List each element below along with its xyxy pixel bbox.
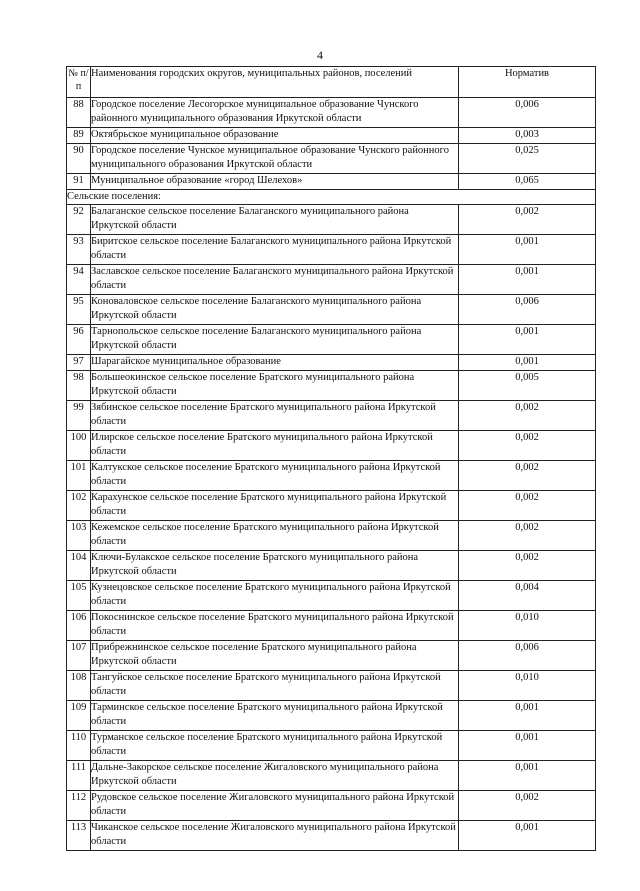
table-row — [67, 671, 596, 701]
row-name: Покоснинское сельское поселение Братского муниципального района Иркутской области — [91, 611, 459, 641]
row-norm-value: 0,002 — [459, 431, 596, 461]
row-norm-value: 0,006 — [459, 295, 596, 325]
row-number: 102 — [67, 491, 91, 521]
row-name: Коноваловское сельское поселение Балаганского муниципального района Иркутской области — [91, 295, 459, 325]
row-number: 112 — [67, 791, 91, 821]
row-number: 88 — [67, 98, 91, 128]
table-row — [67, 791, 596, 821]
row-number: 107 — [67, 641, 91, 671]
row-name: Большеокинское сельское поселение Братского муниципального района Иркутской области — [91, 371, 459, 401]
table-row — [67, 551, 596, 581]
table-row — [67, 265, 596, 295]
row-name: Дальне-Закорское сельское поселение Жигаловского муниципального района Иркутской области — [91, 761, 459, 791]
row-norm-value: 0,005 — [459, 371, 596, 401]
norms-table — [66, 66, 596, 851]
row-norm-value: 0,002 — [459, 521, 596, 551]
row-name: Городское поселение Лесогорское муниципальное образование Чунского районного муниципального образования Иркутской области — [91, 98, 459, 128]
column-header-name: Наименования городских округов, муниципальных районов, поселений — [91, 67, 459, 98]
row-norm-value: 0,025 — [459, 144, 596, 174]
row-norm-value: 0,001 — [459, 355, 596, 371]
row-number: 90 — [67, 144, 91, 174]
row-name: Зябинское сельское поселение Братского муниципального района Иркутской области — [91, 401, 459, 431]
section-label-rural: Сельские поселения: — [67, 190, 596, 205]
table-row — [67, 371, 596, 401]
table-row — [67, 731, 596, 761]
table-row — [67, 98, 596, 128]
table-row — [67, 295, 596, 325]
row-name: Октябрьское муниципальное образование — [91, 128, 459, 144]
row-name: Кузнецовское сельское поселение Братского муниципального района Иркутской области — [91, 581, 459, 611]
table-row — [67, 611, 596, 641]
table-row — [67, 401, 596, 431]
table-row — [67, 128, 596, 144]
row-norm-value: 0,004 — [459, 581, 596, 611]
row-norm-value: 0,001 — [459, 325, 596, 355]
row-name: Городское поселение Чунское муниципальное образование Чунского районного муниципального образования Иркутской области — [91, 144, 459, 174]
table-row — [67, 174, 596, 190]
table-header — [67, 67, 596, 98]
row-number: 108 — [67, 671, 91, 701]
row-norm-value: 0,001 — [459, 731, 596, 761]
row-name: Прибрежнинское сельское поселение Братского муниципального района Иркутской области — [91, 641, 459, 671]
row-number: 101 — [67, 461, 91, 491]
row-number: 98 — [67, 371, 91, 401]
table-row — [67, 581, 596, 611]
row-norm-value: 0,006 — [459, 98, 596, 128]
table-row — [67, 431, 596, 461]
row-number: 106 — [67, 611, 91, 641]
row-norm-value: 0,010 — [459, 671, 596, 701]
row-name: Балаганское сельское поселение Балаганского муниципального района Иркутской области — [91, 205, 459, 235]
row-norm-value: 0,003 — [459, 128, 596, 144]
row-name: Муниципальное образование «город Шелехов» — [91, 174, 459, 190]
row-norm-value: 0,002 — [459, 401, 596, 431]
table-row — [67, 205, 596, 235]
row-number: 95 — [67, 295, 91, 325]
page-number: 4 — [317, 48, 323, 62]
row-number: 99 — [67, 401, 91, 431]
row-norm-value: 0,001 — [459, 761, 596, 791]
column-header-number: № п/п — [67, 67, 91, 98]
row-name: Илирское сельское поселение Братского муниципального района Иркутской области — [91, 431, 459, 461]
row-norm-value: 0,002 — [459, 205, 596, 235]
row-number: 113 — [67, 821, 91, 851]
table-row — [67, 461, 596, 491]
row-norm-value: 0,065 — [459, 174, 596, 190]
table-body-urban — [67, 98, 596, 190]
row-name: Рудовское сельское поселение Жигаловского муниципального района Иркутской области — [91, 791, 459, 821]
table-row — [67, 761, 596, 791]
row-norm-value: 0,001 — [459, 235, 596, 265]
row-name: Заславское сельское поселение Балаганского муниципального района Иркутской области — [91, 265, 459, 295]
row-number: 92 — [67, 205, 91, 235]
table-body-rural — [67, 205, 596, 851]
row-number: 111 — [67, 761, 91, 791]
row-number: 104 — [67, 551, 91, 581]
row-number: 105 — [67, 581, 91, 611]
table-row — [67, 821, 596, 851]
row-norm-value: 0,001 — [459, 821, 596, 851]
row-name: Тарнопольское сельское поселение Балаганского муниципального района Иркутской области — [91, 325, 459, 355]
column-header-norm: Норматив — [459, 67, 596, 98]
table-row — [67, 144, 596, 174]
row-number: 97 — [67, 355, 91, 371]
row-name: Тарминское сельское поселение Братского муниципального района Иркутской области — [91, 701, 459, 731]
row-name: Тангуйское сельское поселение Братского муниципального района Иркутской области — [91, 671, 459, 701]
table-row — [67, 641, 596, 671]
table-row — [67, 701, 596, 731]
row-norm-value: 0,002 — [459, 461, 596, 491]
row-norm-value: 0,002 — [459, 791, 596, 821]
row-name: Ключи-Булакское сельское поселение Братского муниципального района Иркутской области — [91, 551, 459, 581]
row-number: 96 — [67, 325, 91, 355]
row-number: 93 — [67, 235, 91, 265]
table-section — [67, 190, 596, 205]
table-row — [67, 491, 596, 521]
row-number: 100 — [67, 431, 91, 461]
row-name: Карахунское сельское поселение Братского муниципального района Иркутской области — [91, 491, 459, 521]
row-name: Биритское сельское поселение Балаганского муниципального района Иркутской области — [91, 235, 459, 265]
table-row — [67, 325, 596, 355]
row-number: 91 — [67, 174, 91, 190]
row-name: Чиканское сельское поселение Жигаловского муниципального района Иркутской области — [91, 821, 459, 851]
row-number: 103 — [67, 521, 91, 551]
row-norm-value: 0,002 — [459, 551, 596, 581]
row-number: 89 — [67, 128, 91, 144]
row-name: Кежемское сельское поселение Братского муниципального района Иркутской области — [91, 521, 459, 551]
row-number: 110 — [67, 731, 91, 761]
row-number: 109 — [67, 701, 91, 731]
table-row — [67, 521, 596, 551]
table-row — [67, 235, 596, 265]
row-name: Калтукское сельское поселение Братского муниципального района Иркутской области — [91, 461, 459, 491]
row-norm-value: 0,010 — [459, 611, 596, 641]
row-norm-value: 0,006 — [459, 641, 596, 671]
row-name: Шарагайское муниципальное образование — [91, 355, 459, 371]
table-row — [67, 355, 596, 371]
row-name: Турманское сельское поселение Братского муниципального района Иркутской области — [91, 731, 459, 761]
row-norm-value: 0,001 — [459, 265, 596, 295]
row-number: 94 — [67, 265, 91, 295]
row-norm-value: 0,002 — [459, 491, 596, 521]
row-norm-value: 0,001 — [459, 701, 596, 731]
